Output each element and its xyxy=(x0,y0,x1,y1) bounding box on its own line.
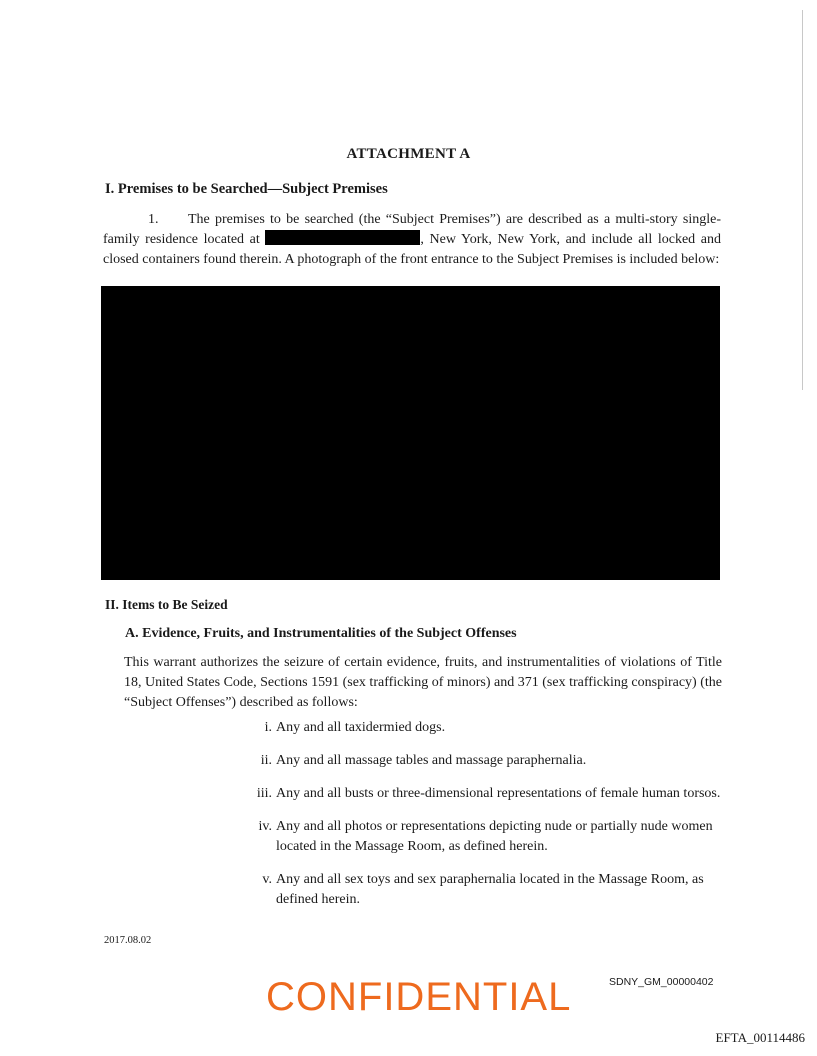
list-item-number: v. xyxy=(262,872,272,887)
list-item xyxy=(248,870,726,910)
list-item xyxy=(248,751,726,771)
list-item xyxy=(248,718,726,738)
paragraph-number: 1. xyxy=(148,212,159,227)
list-item xyxy=(248,784,726,804)
list-item-text: Any and all photos or representations depicting nude or partially nude women located in the Massage Room, as defined herein. xyxy=(276,819,713,854)
section-1-heading: I. Premises to be Searched—Subject Premises xyxy=(105,181,388,197)
section-2-heading: II. Items to Be Seized xyxy=(105,597,228,612)
footer-date: 2017.08.02 xyxy=(104,935,152,946)
confidential-stamp: CONFIDENTIAL xyxy=(266,975,572,1019)
list-item-number: i. xyxy=(264,720,272,735)
list-item-text: Any and all massage tables and massage paraphernalia. xyxy=(276,753,587,768)
section-1-paragraph xyxy=(103,210,721,270)
section-2a-heading: A. Evidence, Fruits, and Instrumentalities of the Subject Offenses xyxy=(125,626,517,641)
list-item-text: Any and all busts or three-dimensional representations of female human torsos. xyxy=(276,786,721,801)
list-item-number: iv. xyxy=(258,819,272,834)
list-item xyxy=(248,817,726,857)
redacted-photo xyxy=(101,286,720,580)
section-2a-intro: This warrant authorizes the seizure of certain evidence, fruits, and instrumentalities of violations of Title 18, United States Code, Sections 1591 (sex trafficking of minors) and 371 (sex trafficking conspiracy) (the “Subject Offenses”) described as follows: xyxy=(124,655,722,710)
list-item-text: Any and all sex toys and sex paraphernalia located in the Massage Room, as defined herein. xyxy=(276,872,704,907)
bates-number: SDNY_GM_00000402 xyxy=(609,976,714,988)
document-title: ATTACHMENT A xyxy=(346,146,471,162)
list-item-number: ii. xyxy=(260,753,272,768)
list-item-number: iii. xyxy=(256,786,272,801)
paragraph-text-before: The premises to be searched (the “Subject Premises”) are described as a multi-story single-family residence located at xyxy=(103,212,721,247)
efta-number: EFTA_00114486 xyxy=(715,1030,805,1045)
items-list xyxy=(248,718,726,923)
address-redaction xyxy=(265,230,420,245)
scan-edge-line xyxy=(802,10,803,390)
list-item-text: Any and all taxidermied dogs. xyxy=(276,720,446,735)
paragraph-text-after: , New York, New York, and include all locked and closed containers found therein. A photograph of the front entrance to the Subject Premises is included below: xyxy=(103,232,721,267)
